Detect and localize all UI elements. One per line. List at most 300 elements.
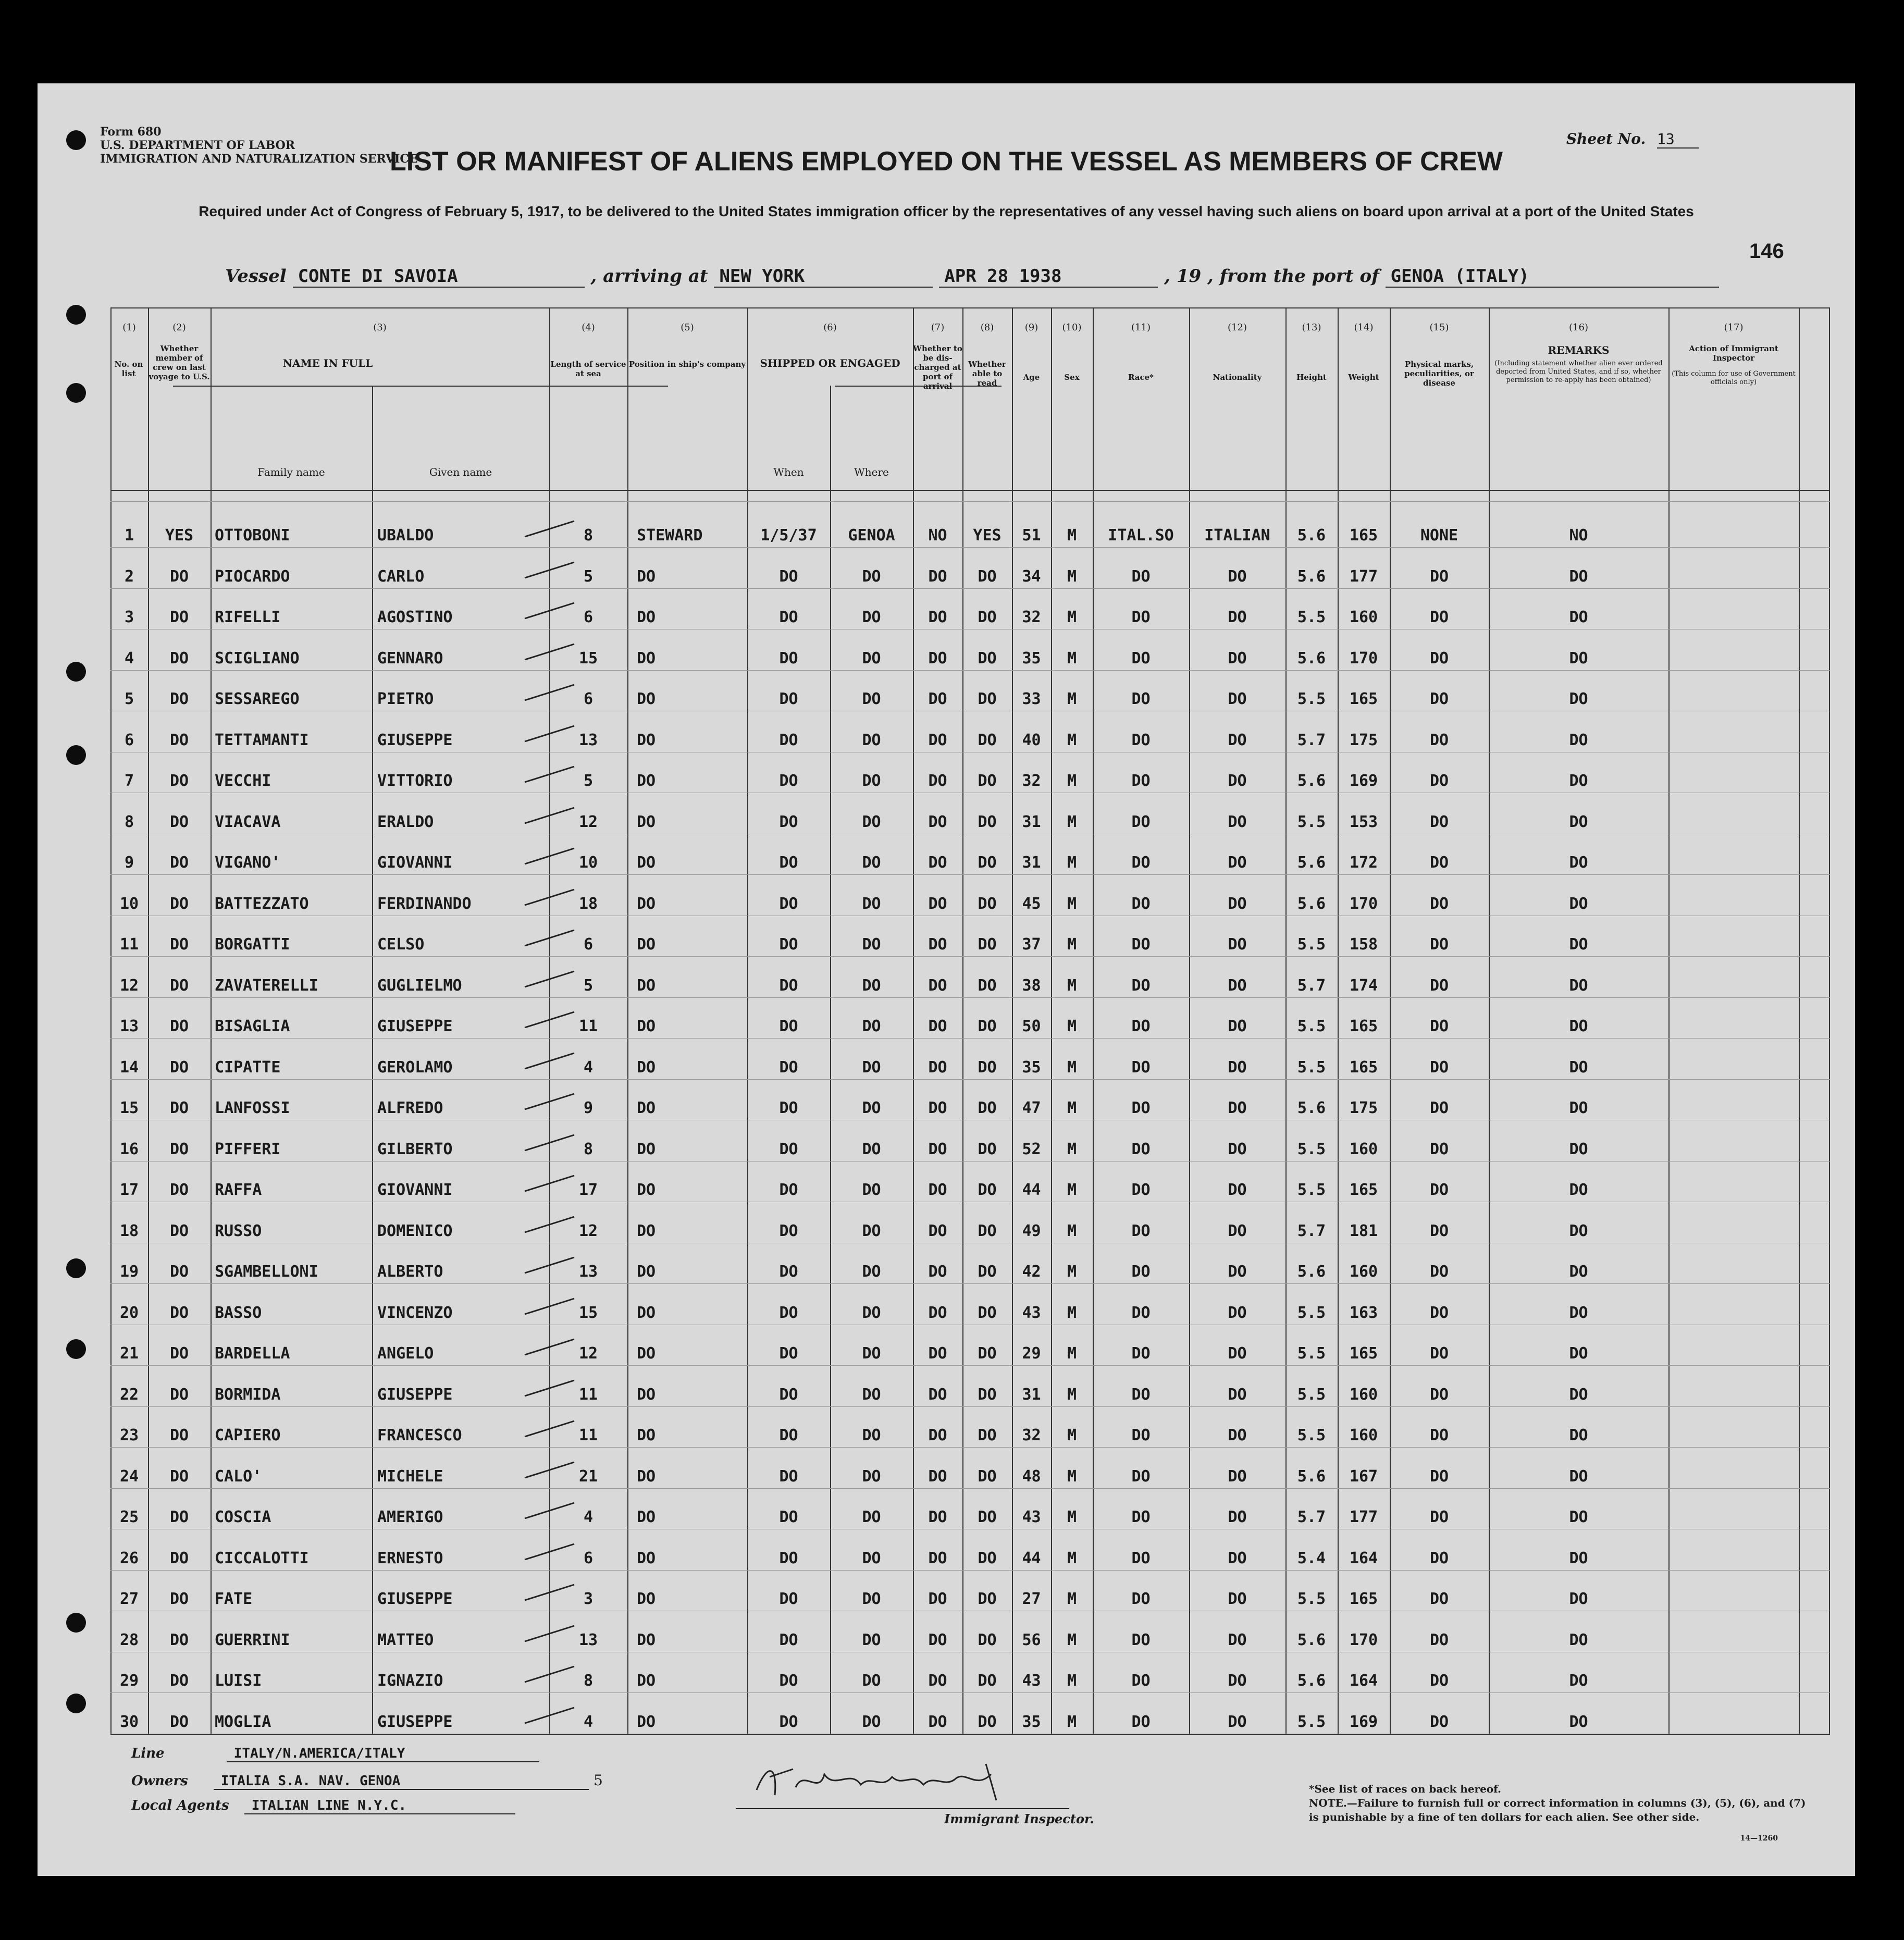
cell-rem: DO (1569, 1303, 1588, 1322)
note-fine: NOTE.—Failure to furnish full or correct information in columns (3), (5), (6), and (7) is punishable by a fine of ten dollars for each alien. See other side. (1309, 1797, 1806, 1823)
cell-given: MICHELE (377, 1467, 443, 1486)
cell-wt: 165 (1349, 1590, 1378, 1608)
cell-wt: 170 (1349, 1630, 1378, 1649)
cell-wt: 175 (1349, 731, 1378, 749)
cell-disc: DO (928, 649, 947, 668)
cell-age: 56 (1022, 1630, 1041, 1649)
column-number: (1) (122, 322, 136, 333)
cell-nat: DO (1228, 1672, 1247, 1690)
vessel-info (225, 266, 1747, 288)
cell-ht: 5.6 (1297, 1630, 1326, 1649)
cell-pos: DO (637, 1140, 656, 1158)
cell-disc: DO (928, 1303, 947, 1322)
cell-phys: DO (1429, 1140, 1449, 1158)
cell-where: DO (862, 1630, 881, 1649)
cell-where: DO (862, 935, 881, 954)
cell-phys: DO (1429, 1467, 1449, 1486)
cell-sex: M (1067, 1630, 1077, 1649)
cell-sex: M (1067, 1344, 1077, 1363)
cell-phys: DO (1429, 567, 1449, 586)
check-mark (522, 519, 579, 540)
cell-last: DO (169, 608, 189, 626)
cell-family: VECCHI (215, 772, 271, 790)
cell-phys: DO (1429, 1712, 1449, 1731)
cell-nat: DO (1228, 1630, 1247, 1649)
header-discharged: Whether to be dis-charged at port of arrival (913, 344, 962, 391)
cell-read: DO (978, 1712, 997, 1731)
cell-disc: DO (928, 1058, 947, 1077)
cell-phys: DO (1429, 1344, 1449, 1363)
cell-pos: DO (637, 812, 656, 831)
punch-hole (66, 1694, 86, 1713)
cell-len: 5 (583, 976, 594, 995)
check-mark (522, 1378, 579, 1399)
cell-wt: 165 (1349, 1181, 1378, 1199)
cell-last: DO (169, 1058, 189, 1077)
cell-pos: DO (637, 1099, 656, 1117)
cell-last: DO (169, 854, 189, 872)
cell-pos: DO (637, 731, 656, 749)
cell-wt: 175 (1349, 1099, 1378, 1117)
cell-family: BORGATTI (215, 935, 290, 954)
cell-len: 8 (583, 1672, 594, 1690)
page-title: LIST OR MANIFEST OF ALIENS EMPLOYED ON THE VESSEL AS MEMBERS OF CREW (390, 146, 1503, 177)
service-name: IMMIGRATION AND NATURALIZATION SERVICE (100, 152, 418, 166)
cell-sex: M (1067, 772, 1077, 790)
column-number: (11) (1131, 322, 1151, 333)
cell-last: DO (169, 1426, 189, 1444)
cell-phys: DO (1429, 1630, 1449, 1649)
cell-wt: 163 (1349, 1303, 1378, 1322)
cell-read: DO (978, 1140, 997, 1158)
cell-age: 35 (1022, 1058, 1041, 1077)
cell-given: DOMENICO (377, 1221, 453, 1240)
cell-pos: DO (637, 1303, 656, 1322)
cell-ht: 5.5 (1297, 1017, 1326, 1035)
cell-len: 15 (578, 1303, 598, 1322)
cell-no: 26 (119, 1549, 139, 1567)
column-number: (6) (823, 322, 837, 333)
cell-age: 43 (1022, 1672, 1041, 1690)
cell-rem: DO (1569, 649, 1588, 668)
cell-when: DO (779, 1630, 798, 1649)
cell-no: 18 (119, 1221, 139, 1240)
cell-disc: DO (928, 1590, 947, 1608)
check-mark (522, 1051, 579, 1072)
cell-last: DO (169, 1630, 189, 1649)
cell-read: DO (978, 1549, 997, 1567)
cell-family: BATTEZZATO (215, 894, 309, 913)
cell-age: 32 (1022, 608, 1041, 626)
cell-where: DO (862, 1140, 881, 1158)
cell-wt: 165 (1349, 690, 1378, 708)
cell-nat: DO (1228, 1263, 1247, 1281)
cell-when: DO (779, 690, 798, 708)
cell-len: 11 (578, 1017, 598, 1035)
cell-disc: DO (928, 1630, 947, 1649)
cell-rem: DO (1569, 1140, 1588, 1158)
cell-race: DO (1131, 1263, 1151, 1281)
cell-pos: DO (637, 1549, 656, 1567)
cell-age: 35 (1022, 1712, 1041, 1731)
header-when: When (773, 466, 804, 478)
cell-ht: 5.6 (1297, 1467, 1326, 1486)
cell-sex: M (1067, 1590, 1077, 1608)
cell-rem: DO (1569, 1672, 1588, 1690)
cell-disc: DO (928, 1467, 947, 1486)
cell-given: MATTEO (377, 1630, 434, 1649)
cell-disc: DO (928, 1672, 947, 1690)
cell-nat: DO (1228, 567, 1247, 586)
agents-label: Local Agents (131, 1798, 229, 1813)
punch-hole (66, 1613, 86, 1633)
cell-no: 4 (124, 649, 134, 668)
cell-no: 30 (119, 1712, 139, 1731)
cell-age: 44 (1022, 1181, 1041, 1199)
cell-given: IGNAZIO (377, 1672, 443, 1690)
cell-where: DO (862, 567, 881, 586)
cell-last: DO (169, 1140, 189, 1158)
cell-age: 40 (1022, 731, 1041, 749)
signature-line (736, 1808, 1069, 1809)
cell-rem: DO (1569, 1099, 1588, 1117)
column-number: (9) (1024, 322, 1038, 333)
cell-when: DO (779, 649, 798, 668)
column-number: (13) (1302, 322, 1321, 333)
cell-len: 5 (583, 772, 594, 790)
note-races: *See list of races on back hereof. (1309, 1783, 1502, 1795)
header-no-on-list: No. on list (114, 360, 143, 378)
cell-family: FATE (215, 1590, 253, 1608)
cell-given: GIUSEPPE (377, 1385, 453, 1404)
cell-pos: DO (637, 567, 656, 586)
cell-when: DO (779, 976, 798, 995)
cell-where: DO (862, 1508, 881, 1526)
cell-where: DO (862, 1344, 881, 1363)
cell-nat: DO (1228, 1017, 1247, 1035)
cell-len: 12 (578, 1344, 598, 1363)
cell-phys: DO (1429, 1508, 1449, 1526)
check-mark (522, 1419, 579, 1440)
check-mark (522, 601, 579, 622)
cell-when: DO (779, 1344, 798, 1363)
cell-rem: DO (1569, 567, 1588, 586)
cell-ht: 5.6 (1297, 1672, 1326, 1690)
cell-last: DO (169, 1385, 189, 1404)
cell-read: DO (978, 690, 997, 708)
cell-read: DO (978, 812, 997, 831)
cell-nat: DO (1228, 1549, 1247, 1567)
check-mark (522, 1010, 579, 1031)
cell-age: 50 (1022, 1017, 1041, 1035)
agents-value: ITALIAN LINE N.Y.C. (244, 1798, 515, 1814)
cell-family: VIACAVA (215, 812, 281, 831)
cell-ht: 5.6 (1297, 894, 1326, 913)
column-number: (16) (1569, 322, 1588, 333)
cell-family: PIOCARDO (215, 567, 290, 586)
cell-read: DO (978, 1221, 997, 1240)
cell-family: PIFFERI (215, 1140, 281, 1158)
cell-len: 8 (583, 1140, 594, 1158)
cell-read: DO (978, 1303, 997, 1322)
check-mark (522, 1664, 579, 1685)
cell-when: DO (779, 1058, 798, 1077)
punch-hole (66, 1258, 86, 1278)
header-age: Age (1023, 373, 1040, 382)
header-remarks: REMARKS (1548, 344, 1610, 356)
cell-no: 27 (119, 1590, 139, 1608)
check-mark (522, 1501, 579, 1522)
punch-hole (66, 383, 86, 403)
cell-nat: DO (1228, 812, 1247, 831)
year-label: , 19 (1164, 266, 1202, 287)
header-position: Position in ship's company (628, 360, 746, 369)
name-subdivider (173, 386, 668, 387)
cell-rem: DO (1569, 812, 1588, 831)
row-rule (110, 1038, 1830, 1039)
cell-ht: 5.6 (1297, 1099, 1326, 1117)
cell-disc: DO (928, 1140, 947, 1158)
cell-sex: M (1067, 1017, 1077, 1035)
cell-where: DO (862, 690, 881, 708)
cell-len: 4 (583, 1508, 594, 1526)
cell-sex: M (1067, 608, 1077, 626)
cell-ht: 5.5 (1297, 690, 1326, 708)
cell-phys: DO (1429, 812, 1449, 831)
punch-hole (66, 1339, 86, 1359)
check-mark (522, 1460, 579, 1481)
cell-sex: M (1067, 1508, 1077, 1526)
check-mark (522, 928, 579, 949)
row-rule (110, 874, 1830, 875)
cell-phys: DO (1429, 935, 1449, 954)
cell-age: 29 (1022, 1344, 1041, 1363)
cell-where: DO (862, 608, 881, 626)
cell-nat: DO (1228, 772, 1247, 790)
header-shipped: SHIPPED OR ENGAGED (760, 357, 900, 369)
cell-age: 37 (1022, 935, 1041, 954)
cell-wt: 174 (1349, 976, 1378, 995)
cell-disc: DO (928, 1426, 947, 1444)
cell-when: DO (779, 1181, 798, 1199)
cell-rem: DO (1569, 1590, 1588, 1608)
cell-read: DO (978, 1099, 997, 1117)
cell-given: AGOSTINO (377, 608, 453, 626)
cell-rem: DO (1569, 1181, 1588, 1199)
cell-where: DO (862, 894, 881, 913)
header-family-name: Family name (257, 466, 325, 478)
cell-pos: DO (637, 1467, 656, 1486)
cell-last: DO (169, 1221, 189, 1240)
row-rule (110, 1406, 1830, 1407)
cell-pos: DO (637, 894, 656, 913)
cell-family: TETTAMANTI (215, 731, 309, 749)
arrival-date: APR 28 1938 (939, 266, 1158, 288)
cell-sex: M (1067, 976, 1077, 995)
check-mark (522, 1542, 579, 1563)
cell-age: 43 (1022, 1303, 1041, 1322)
cell-read: DO (978, 1672, 997, 1690)
column-number: (8) (980, 322, 994, 333)
cell-given: ALBERTO (377, 1263, 443, 1281)
cell-sex: M (1067, 649, 1077, 668)
cell-given: AMERIGO (377, 1508, 443, 1526)
cell-given: FERDINANDO (377, 894, 472, 913)
table-border (110, 1734, 1830, 1735)
cell-last: DO (169, 567, 189, 586)
row-rule (110, 1488, 1830, 1489)
cell-race: DO (1131, 1712, 1151, 1731)
cell-given: ERALDO (377, 812, 434, 831)
cell-family: ZAVATERELLI (215, 976, 318, 995)
check-mark (522, 683, 579, 703)
cell-when: DO (779, 567, 798, 586)
cell-where: DO (862, 649, 881, 668)
cell-family: VIGANO' (215, 854, 281, 872)
column-line (627, 307, 628, 1735)
cell-where: DO (862, 812, 881, 831)
cell-race: DO (1131, 1630, 1151, 1649)
cell-no: 17 (119, 1181, 139, 1199)
cell-no: 7 (124, 772, 134, 790)
inspector-label: Immigrant Inspector. (944, 1811, 1094, 1826)
cell-no: 14 (119, 1058, 139, 1077)
cell-read: DO (978, 1426, 997, 1444)
cell-last: DO (169, 1263, 189, 1281)
cell-when: DO (779, 1099, 798, 1117)
cell-family: RIFELLI (215, 608, 281, 626)
cell-no: 2 (124, 567, 134, 586)
cell-ht: 5.5 (1297, 1181, 1326, 1199)
cell-age: 49 (1022, 1221, 1041, 1240)
punch-hole (66, 305, 86, 325)
arriving-port: NEW YORK (714, 266, 933, 288)
cell-nat: DO (1228, 1221, 1247, 1240)
cell-pos: DO (637, 1508, 656, 1526)
cell-read: DO (978, 1385, 997, 1404)
cell-last: DO (169, 1672, 189, 1690)
cell-when: DO (779, 1712, 798, 1731)
cell-ht: 5.5 (1297, 935, 1326, 954)
cell-where: DO (862, 1672, 881, 1690)
cell-disc: DO (928, 1017, 947, 1035)
cell-given: GENNARO (377, 649, 443, 668)
cell-len: 8 (583, 526, 594, 545)
cell-nat: DO (1228, 649, 1247, 668)
cell-wt: 177 (1349, 567, 1378, 586)
cell-len: 13 (578, 1263, 598, 1281)
cell-nat: DO (1228, 608, 1247, 626)
cell-len: 13 (578, 1630, 598, 1649)
cell-nat: DO (1228, 1590, 1247, 1608)
cell-ht: 5.6 (1297, 1263, 1326, 1281)
cell-ht: 5.5 (1297, 812, 1326, 831)
cell-rem: DO (1569, 1426, 1588, 1444)
cell-when: DO (779, 812, 798, 831)
cell-last: DO (169, 731, 189, 749)
column-number: (4) (582, 322, 595, 333)
cell-rem: DO (1569, 690, 1588, 708)
row-rule (110, 1079, 1830, 1080)
column-number: (17) (1724, 322, 1744, 333)
cell-family: LUISI (215, 1672, 262, 1690)
cell-race: ITAL.SO (1108, 526, 1174, 545)
cell-age: 27 (1022, 1590, 1041, 1608)
cell-read: DO (978, 649, 997, 668)
cell-no: 20 (119, 1303, 139, 1322)
cell-ht: 5.5 (1297, 1140, 1326, 1158)
cell-family: SCIGLIANO (215, 649, 300, 668)
cell-len: 4 (583, 1712, 594, 1731)
cell-race: DO (1131, 935, 1151, 954)
cell-last: DO (169, 772, 189, 790)
cell-where: DO (862, 1181, 881, 1199)
column-number: (15) (1429, 322, 1449, 333)
cell-pos: DO (637, 1263, 656, 1281)
cell-pos: DO (637, 1426, 656, 1444)
header-length-service: Length of service at sea (550, 360, 626, 378)
footnotes (1309, 1782, 1809, 1846)
owners-value: ITALIA S.A. NAV. GENOA (214, 1773, 589, 1790)
cell-disc: DO (928, 1221, 947, 1240)
check-mark (522, 1706, 579, 1726)
row-rule (110, 670, 1830, 671)
header-action: Action of Immigrant Inspector (1689, 344, 1778, 363)
cell-given: GIOVANNI (377, 854, 453, 872)
column-number: (2) (172, 322, 186, 333)
stamp-number: 146 (1749, 240, 1784, 263)
cell-given: ERNESTO (377, 1549, 443, 1567)
cell-race: DO (1131, 690, 1151, 708)
cell-age: 31 (1022, 854, 1041, 872)
cell-wt: 160 (1349, 1140, 1378, 1158)
cell-ht: 5.7 (1297, 731, 1326, 749)
header-nationality: Nationality (1213, 373, 1262, 382)
cell-rem: DO (1569, 731, 1588, 749)
check-mark (522, 1173, 579, 1194)
cell-given: GIUSEPPE (377, 1712, 453, 1731)
cell-rem: DO (1569, 1508, 1588, 1526)
column-line (1799, 307, 1800, 1735)
cell-rem: DO (1569, 608, 1588, 626)
cell-nat: DO (1228, 1426, 1247, 1444)
cell-phys: DO (1429, 1385, 1449, 1404)
cell-rem: DO (1569, 1549, 1588, 1567)
cell-last: DO (169, 1017, 189, 1035)
cell-race: DO (1131, 608, 1151, 626)
cell-wt: 177 (1349, 1508, 1378, 1526)
cell-nat: DO (1228, 1467, 1247, 1486)
cell-ht: 5.5 (1297, 1590, 1326, 1608)
owners-label: Owners (131, 1773, 188, 1789)
row-rule (110, 588, 1830, 589)
cell-nat: DO (1228, 1140, 1247, 1158)
cell-disc: DO (928, 976, 947, 995)
row-rule (110, 1365, 1830, 1366)
cell-rem: DO (1569, 1017, 1588, 1035)
print-code: 14—1260 (1740, 1834, 1778, 1843)
cell-when: DO (779, 1385, 798, 1404)
cell-last: DO (169, 1344, 189, 1363)
check-mark (522, 764, 579, 785)
cell-when: DO (779, 1263, 798, 1281)
cell-where: DO (862, 1017, 881, 1035)
cell-read: DO (978, 894, 997, 913)
cell-given: GILBERTO (377, 1140, 453, 1158)
cell-nat: DO (1228, 1508, 1247, 1526)
cell-wt: 169 (1349, 1712, 1378, 1731)
cell-last: DO (169, 935, 189, 954)
